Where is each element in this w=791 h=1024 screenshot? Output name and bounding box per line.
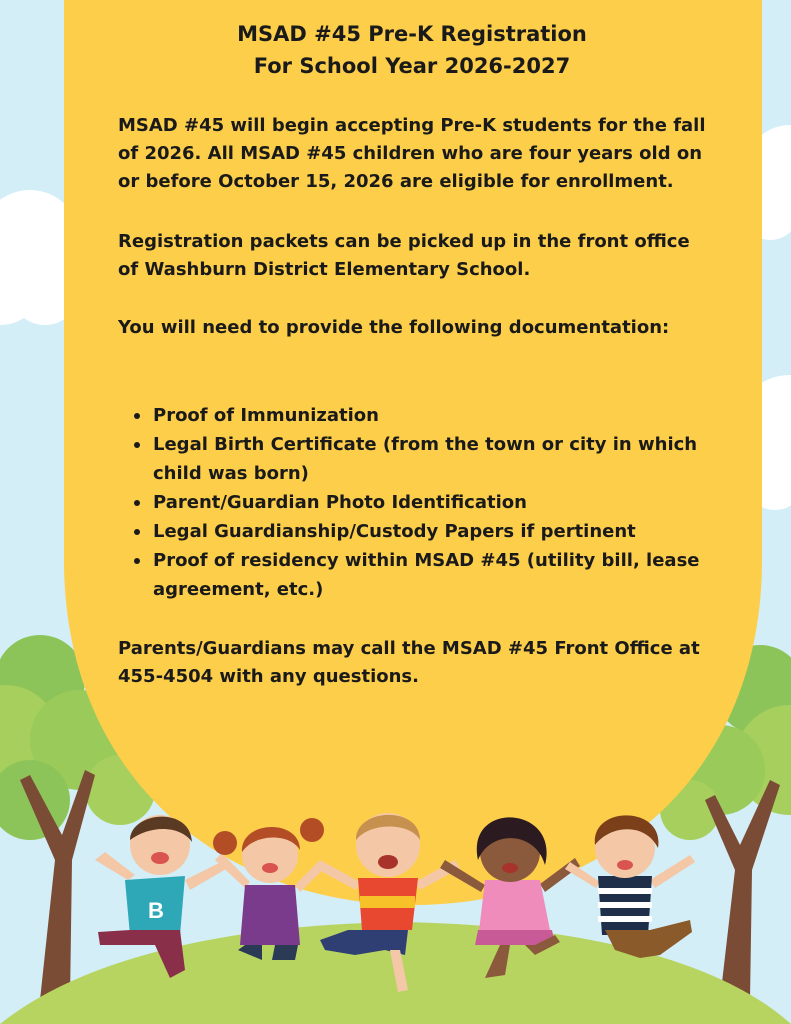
list-item: Legal Guardianship/Custody Papers if pertinent — [153, 517, 743, 546]
title-line-1: MSAD #45 Pre-K Registration — [237, 22, 587, 46]
contact-paragraph: Parents/Guardians may call the MSAD #45 Front Office at 455-4504 with any questions. — [118, 638, 700, 687]
list-item: Legal Birth Certificate (from the town or city in which child was born) — [153, 430, 743, 488]
documentation-list — [118, 401, 743, 604]
registration-packets-paragraph: Registration packets can be picked up in the front office of Washburn District Elementary School. — [118, 231, 690, 280]
flyer-content — [118, 18, 718, 687]
title-line-2: For School Year 2026-2027 — [253, 54, 571, 78]
documentation-heading: You will need to provide the following documentation: — [118, 317, 670, 338]
intro-paragraph: MSAD #45 will begin accepting Pre-K students for the fall of 2026. All MSAD #45 children who are four years old on or before October 15, 2026 are eligible for enrollment. — [118, 115, 706, 192]
list-item: Proof of residency within MSAD #45 (utility bill, lease agreement, etc.) — [153, 546, 743, 604]
list-item: Proof of Immunization — [153, 401, 743, 430]
list-item: Parent/Guardian Photo Identification — [153, 488, 743, 517]
flyer-title — [118, 18, 706, 82]
shirt-letter: B — [148, 898, 164, 923]
